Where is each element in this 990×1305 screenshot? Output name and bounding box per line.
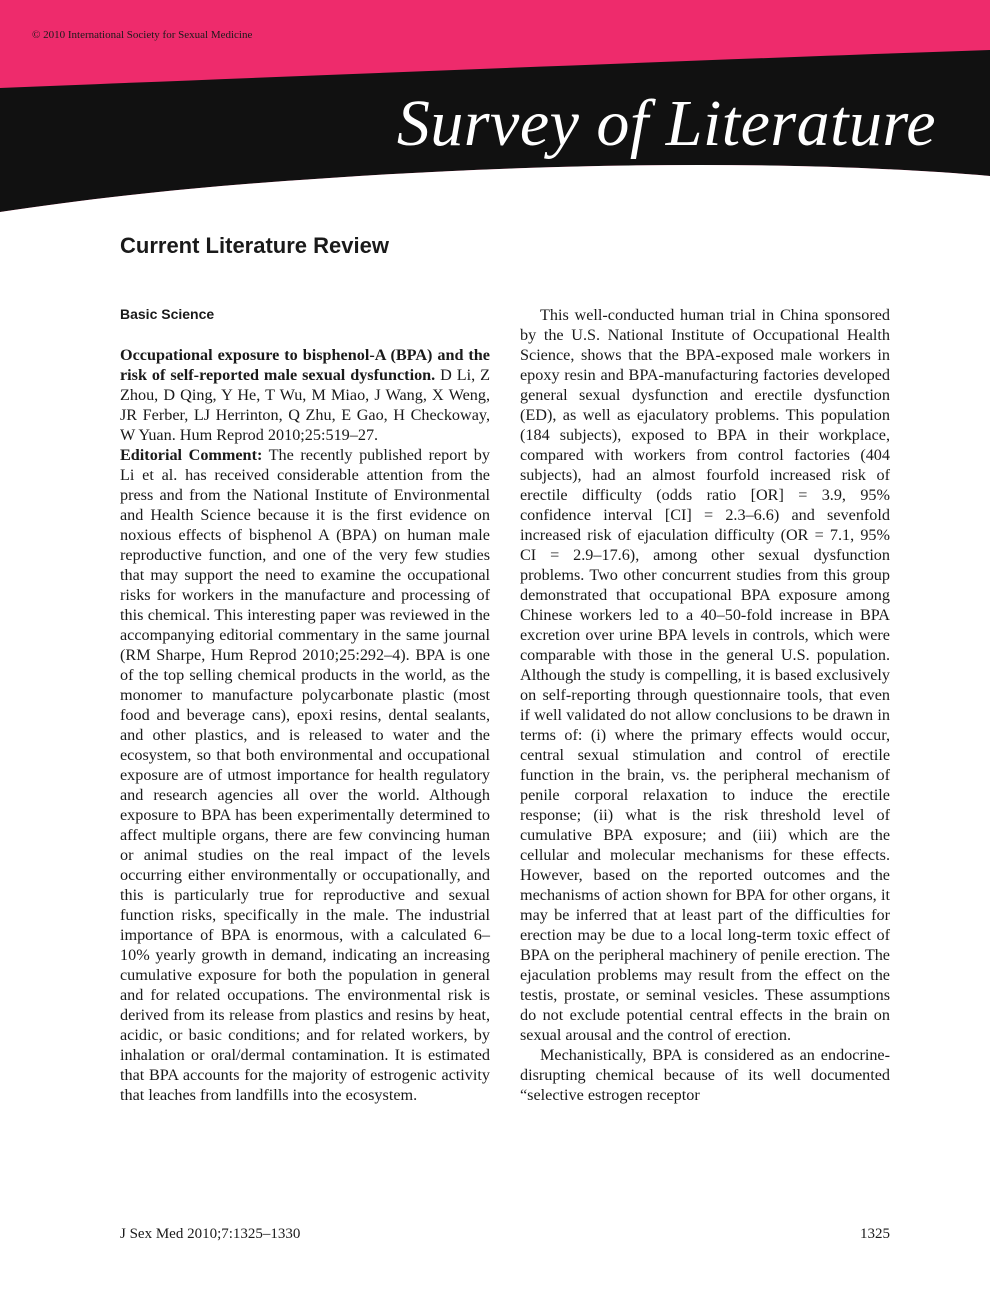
journal-citation-footer: J Sex Med 2010;7:1325–1330 — [120, 1226, 301, 1242]
editorial-comment — [120, 445, 490, 1105]
page-number: 1325 — [860, 1226, 890, 1242]
copyright-notice: © 2010 International Society for Sexual Medicine — [32, 29, 253, 41]
article-title: Occupational exposure to bisphenol-A (BPA) and the risk of self-reported male sexual dysfunction. — [120, 346, 490, 384]
article-entry — [120, 345, 490, 445]
section-title: Current Literature Review — [120, 233, 389, 258]
right-column — [520, 305, 890, 1105]
subsection-heading: Basic Science — [120, 306, 215, 322]
right-paragraph-1: This well-conducted human trial in China sponsored by the U.S. National Institute of Occupational Health Science, shows that the BPA-exposed male workers in epoxy resin and BPA-manufacturing factories developed general sexual dysfunction and erectile dysfunction (ED), as well as ejaculatory problems. This population (184 subjects), exposed to BPA in their workplace, compared with workers from control factories (404 subjects), had an almost fourfold increased risk of erectile difficulty (odds ratio [OR] = 3.9, 95% confidence interval [CI] = 2.3–6.6) and sevenfold increased risk of ejaculation difficulty (OR = 7.1, 95% CI = 2.9–17.6), among other sexual dysfunction problems. Two other concurrent studies from this group demonstrated that occupational BPA exposure among Chinese workers led to a 40–50-fold increase in BPA excretion over urine BPA levels in controls, which were comparable with those in the general U.S. population. Although the study is compelling, it is based exclusively on self-reporting through questionnaire tools, that even if well validated do not allow conclusions to be drawn in terms of: (i) where the primary effects would occur, central sexual stimulation and control of erectile function in the brain, vs. the peripheral mechanism of penile corporal relaxation to induce the erectile response; (ii) what is the risk threshold level of cumulative BPA exposure; and (iii) which are the cellular and molecular mechanisms for these effects. However, based on the reported outcomes and the mechanisms of action shown for BPA for other organs, it may be inferred that at least part of the difficulties for erection may be due to a local long-term toxic effect of BPA on the peripheral machinery of penile erection. The ejaculation problems may result from the effect on the testis, prostate, or seminal vesicles. These assumptions do not exclude potential central effects in the brain on sexual arousal and the control of erection. — [520, 306, 890, 1044]
editorial-comment-text: The recently published report by Li et al. has received considerable attention from the press and from the National Institute of Environmental and Health Science because it is the first evidence on noxious effects of bisphenol A (BPA) on human male reproductive function, and one of the very few studies that may support the need to examine the occupational risks for workers in the manufacture and processing of this chemical. This interesting paper was reviewed in the accompanying editorial commentary in the same journal (RM Sharpe, Hum Reprod 2010;25:292–4). BPA is one of the top selling chemical products in the world, as the monomer to manufacture polycarbonate plastic (most food and beverage cans), epoxi resins, dental sealants, and other plastics, and is released to water and the ecosystem, so that both environmental and occupational exposure are of utmost importance for health regulatory and research agencies all over the world. Although exposure to BPA has been experimentally determined to affect multiple organs, there are few convincing human or animal studies on the real impact of the levels occurring either environmentally or occupationally, and this is particularly true for reproductive and sexual function risks, specifically in the male. The industrial importance of BPA is enormous, with a calculated 6–10% yearly growth in demand, indicating an increasing cumulative exposure for both the population in general and for related occupations. The environmental risk is derived from its release from plastics and resins by heat, acidic, or basic conditions; and for related workers, by inhalation or oral/dermal contamination. It is estimated that BPA accounts for the majority of estrogenic activity that leaches from landfills into the ecosystem. — [120, 446, 490, 1104]
article-citation: D Li, Z Zhou, D Qing, Y He, T Wu, M Miao, J Wang, X Weng, JR Ferber, LJ Herrinton, Q Zhu, E Gao, H Checkoway, W Yuan. Hum Reprod 2010;25:519–27. — [120, 366, 490, 444]
banner-title: Survey of Literature — [396, 87, 936, 160]
right-paragraph-2: Mechanistically, BPA is considered as an endocrine-disrupting chemical because of its well documented “selective estrogen receptor — [520, 1046, 890, 1104]
left-column — [120, 345, 490, 1105]
editorial-comment-label: Editorial Comment: — [120, 446, 263, 464]
